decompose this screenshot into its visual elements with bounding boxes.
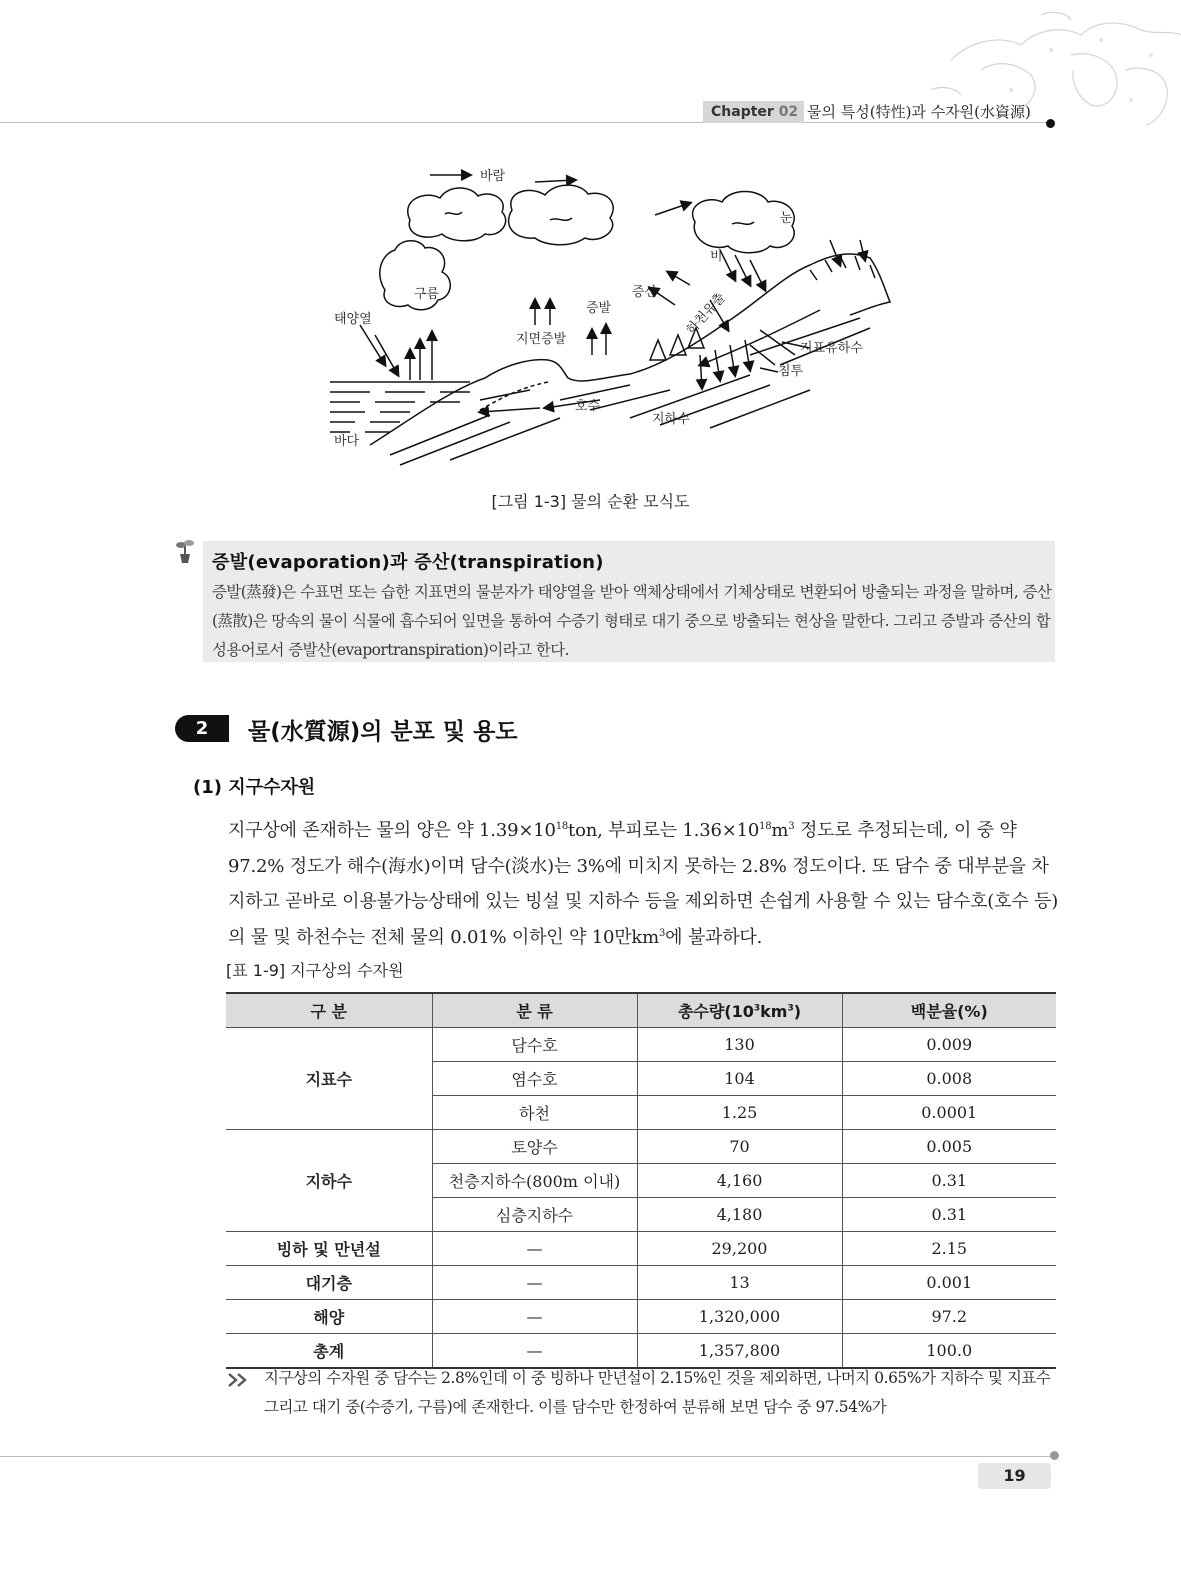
header-percent: 백분율(%) (842, 993, 1056, 1028)
label-solar-heat: 태양열 (334, 312, 372, 327)
label-ground-evaporation: 지면증발 (516, 332, 567, 347)
chapter-number: 02 (778, 104, 799, 120)
table-row: 염수호 104 0.008 (226, 1062, 1056, 1096)
label-groundwater: 지하수 (652, 412, 690, 427)
body-paragraph: 지구상에 존재하는 물의 양은 약 $1.39\times 10^{18}ton$, 부피로는 $1.36\times 10^{18}m^3$ 정도로 추정되는데, 이 중 약 97.2% 정도가 해수(海水)이며 담수(淡水)는 3%에 미치지 못하는 2.8% 정도이다. 또 담수 중 대부분을 차지하고 곧바로 이용불가능상태에 있는 빙설 및 지하수 등을 제외하면 손쉽게 사용할 수 있는 담수호(호수 등)의 물 및 하천수는 전체 물의 0.01% 이하인 약 10만$km^3$에 불과하다. (228, 820, 1059, 948)
footer-bullet (1050, 1451, 1059, 1460)
section-title: 물(水質源)의 분포 및 용도 (248, 719, 518, 745)
label-transpiration: 증산 (632, 285, 658, 300)
figure-caption: [그림 1-3] 물의 순환 모식도 (491, 492, 690, 511)
table-row: 심층지하수 4,180 0.31 (226, 1198, 1056, 1232)
label-river-runoff: 하천유출 (683, 290, 729, 338)
chapter-label: Chapter (711, 104, 774, 120)
water-resources-table (226, 992, 1056, 1369)
label-sea: 바다 (334, 434, 360, 449)
note-body: 증발(蒸發)은 수표면 또는 습한 지표면의 물분자가 태양열을 받아 액체상태에서 기체상태로 변환되어 방출되는 과정을 말하며, 증산(蒸散)은 땅속의 물이 식물에 흡수되어 잎면을 통하여 수증기 형태로 대기 중으로 방출되는 현상을 말한다. 그리고 증발과 증산의 합성용어로서 증발산(evaportranspiration)이라고 한다. (212, 583, 1052, 659)
label-cloud: 구름 (414, 287, 440, 302)
label-wind: 바람 (480, 169, 506, 184)
header-volume: 총수량$(10^3km^3)$ (637, 993, 842, 1028)
label-snow: 눈 (780, 211, 793, 226)
footnote-text: 지구상의 수자원 중 담수는 2.8%인데 이 중 빙하나 만년설이 2.15%인 것을 제외하면, 나머지 0.65%가 지하수 및 지표수 그리고 대기 중(수증기, 구름)에 존재한다. 이를 담수만 한정하여 분류해 보면 담수 중 97.54%가 (264, 1369, 1051, 1416)
label-lake: 호수 (575, 399, 601, 414)
footer-rule (0, 1456, 1055, 1457)
label-surface-runoff: 지표유하수 (800, 341, 863, 356)
label-evaporation: 증발 (586, 301, 612, 316)
table-row: 하천 1.25 0.0001 (226, 1096, 1056, 1130)
table-row: 해양 — 1,320,000 97.2 (226, 1300, 1056, 1334)
note-title: 증발(evaporation)과 증산(transpiration) (212, 552, 604, 573)
section-number-badge: 2 (175, 715, 229, 742)
cloud-shape-3 (693, 192, 795, 253)
water-cycle-diagram (330, 160, 910, 480)
table-row-total: 총계 — 1,357,800 100.0 (226, 1334, 1056, 1369)
group-ground-water: 지하수 (226, 1130, 432, 1232)
table-row: 빙하 및 만년설 — 29,200 2.15 (226, 1232, 1056, 1266)
table-row: 지하수 토양수 70 0.005 (226, 1130, 1056, 1164)
double-chevron-icon (228, 1373, 252, 1387)
cloud-shape-2 (509, 185, 614, 245)
table-header-row (226, 993, 1056, 1028)
group-surface-water: 지표수 (226, 1028, 432, 1130)
page-number: 19 (978, 1463, 1051, 1489)
header-division: 구 분 (226, 993, 432, 1028)
table-row: 지표수 담수호 130 0.009 (226, 1028, 1056, 1062)
label-rain: 비 (710, 249, 723, 264)
header-bullet (1046, 119, 1055, 128)
note-plant-icon (174, 538, 196, 564)
table-caption: [표 1-9] 지구상의 수자원 (226, 961, 404, 980)
chapter-title: 물의 특성(特性)과 수자원(水資源) (807, 103, 1031, 121)
table-row: 대기층 — 13 0.001 (226, 1266, 1056, 1300)
subsection-title: (1) 지구수자원 (193, 777, 316, 798)
table-row: 천층지하수(800m 이내) 4,160 0.31 (226, 1164, 1056, 1198)
chapter-tab (703, 101, 804, 123)
header-category: 분 류 (432, 993, 637, 1028)
label-infiltration: 침투 (778, 364, 804, 379)
